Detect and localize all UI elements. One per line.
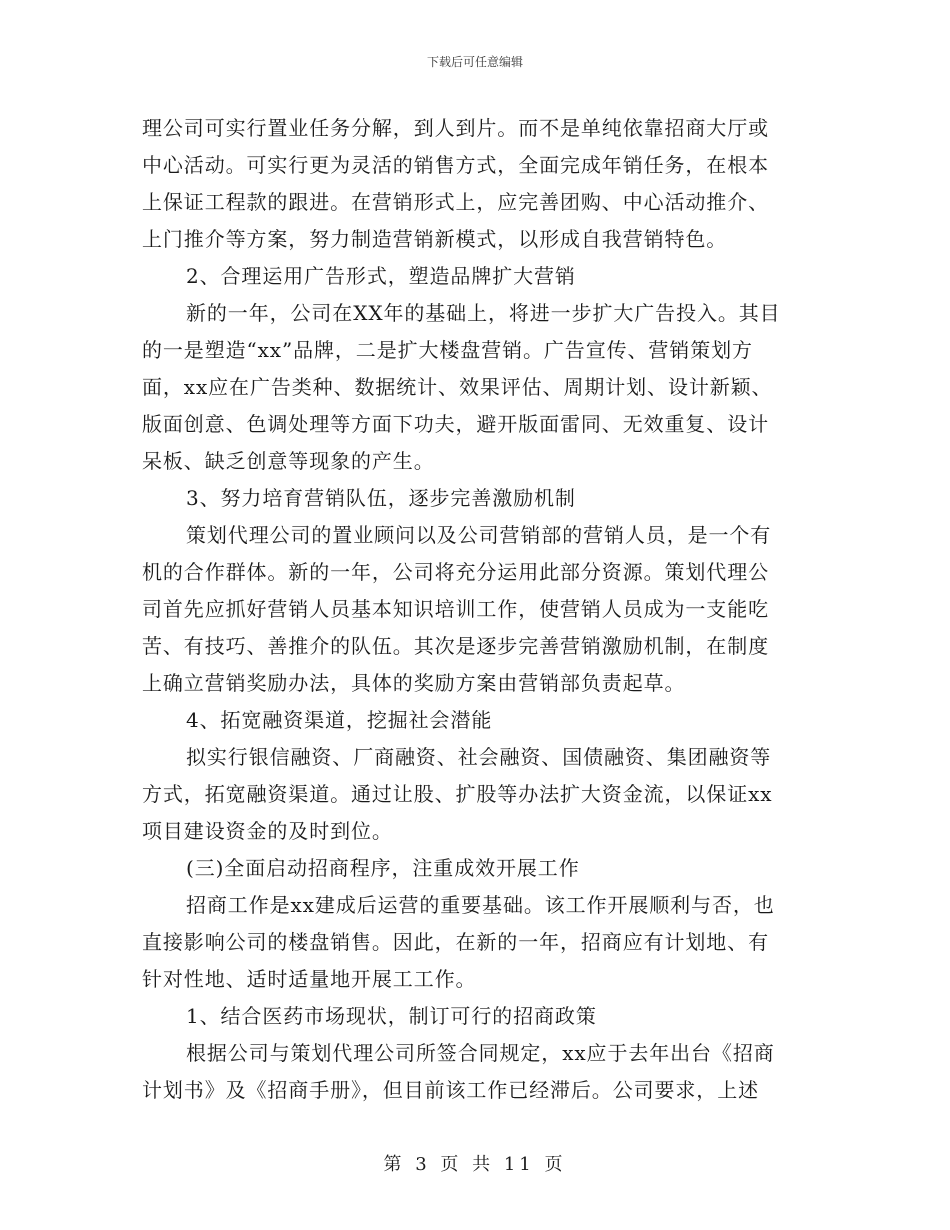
text-line: 方式，拓宽融资渠道。通过让股、扩股等办法扩大资金流，以保证xx <box>142 782 773 806</box>
text-line: 4、拓宽融资渠道，挖掘社会潜能 <box>186 708 493 732</box>
text-line: 直接影响公司的楼盘销售。因此，在新的一年，招商应有计划地、有 <box>142 930 769 954</box>
text-line: 上门推介等方案，努力制造营销新模式，以形成自我营销特色。 <box>142 227 728 251</box>
text-line: 招商工作是xx建成后运营的重要基础。该工作开展顺利与否，也 <box>186 893 775 917</box>
text-line: 计划书》及《招商手册》，但目前该工作已经滞后。公司要求，上述 <box>142 1078 759 1102</box>
text-line: 新的一年，公司在XX年的基础上，将进一步扩大广告投入。其目 <box>186 301 781 325</box>
text-line: 中心活动。可实行更为灵活的销售方式，全面完成年销任务，在根本 <box>142 153 769 177</box>
text-line: 项目建设资金的及时到位。 <box>142 819 393 843</box>
text-line: 上保证工程款的跟进。在营销形式上，应完善团购、中心活动推介、 <box>142 190 769 214</box>
text-line: 拟实行银信融资、厂商融资、社会融资、国债融资、集团融资等 <box>186 745 772 769</box>
text-line: 面，xx应在广告类种、数据统计、效果评估、周期计划、设计新颖、 <box>142 375 773 399</box>
text-line: 2、合理运用广告形式，塑造品牌扩大营销 <box>186 264 576 288</box>
text-line: 根据公司与策划代理公司所签合同规定，xx应于去年出台《招商 <box>186 1041 775 1065</box>
text-line: (三)全面启动招商程序，注重成效开展工作 <box>186 856 580 880</box>
text-line: 理公司可实行置业任务分解，到人到片。而不是单纯依靠招商大厅或 <box>142 116 769 140</box>
text-line: 版面创意、色调处理等方面下功夫，避开版面雷同、无效重复、设计 <box>142 412 769 436</box>
page-header: 下载后可任意编辑 <box>426 55 523 69</box>
text-line: 1、结合医药市场现状，制订可行的招商政策 <box>186 1004 597 1028</box>
page-number-footer: 第 3 页 共 11 页 <box>383 1154 567 1175</box>
text-line: 机的合作群体。新的一年，公司将充分运用此部分资源。策划代理公 <box>142 560 769 584</box>
document-body <box>142 110 808 1109</box>
text-line: 的一是塑造“xx”品牌，二是扩大楼盘营销。广告宣传、营销策划方 <box>142 338 753 362</box>
text-line: 上确立营销奖励办法，具体的奖励方案由营销部负责起草。 <box>142 671 686 695</box>
text-line: 针对性地、适时适量地开展工工作。 <box>142 967 477 991</box>
text-line: 策划代理公司的置业顾问以及公司营销部的营销人员，是一个有 <box>186 523 772 547</box>
text-line: 苦、有技巧、善推介的队伍。其次是逐步完善营销激励机制，在制度 <box>142 634 769 658</box>
text-line: 司首先应抓好营销人员基本知识培训工作，使营销人员成为一支能吃 <box>142 597 769 621</box>
text-line: 呆板、缺乏创意等现象的产生。 <box>142 449 435 473</box>
text-line: 3、努力培育营销队伍，逐步完善激励机制 <box>186 486 576 510</box>
